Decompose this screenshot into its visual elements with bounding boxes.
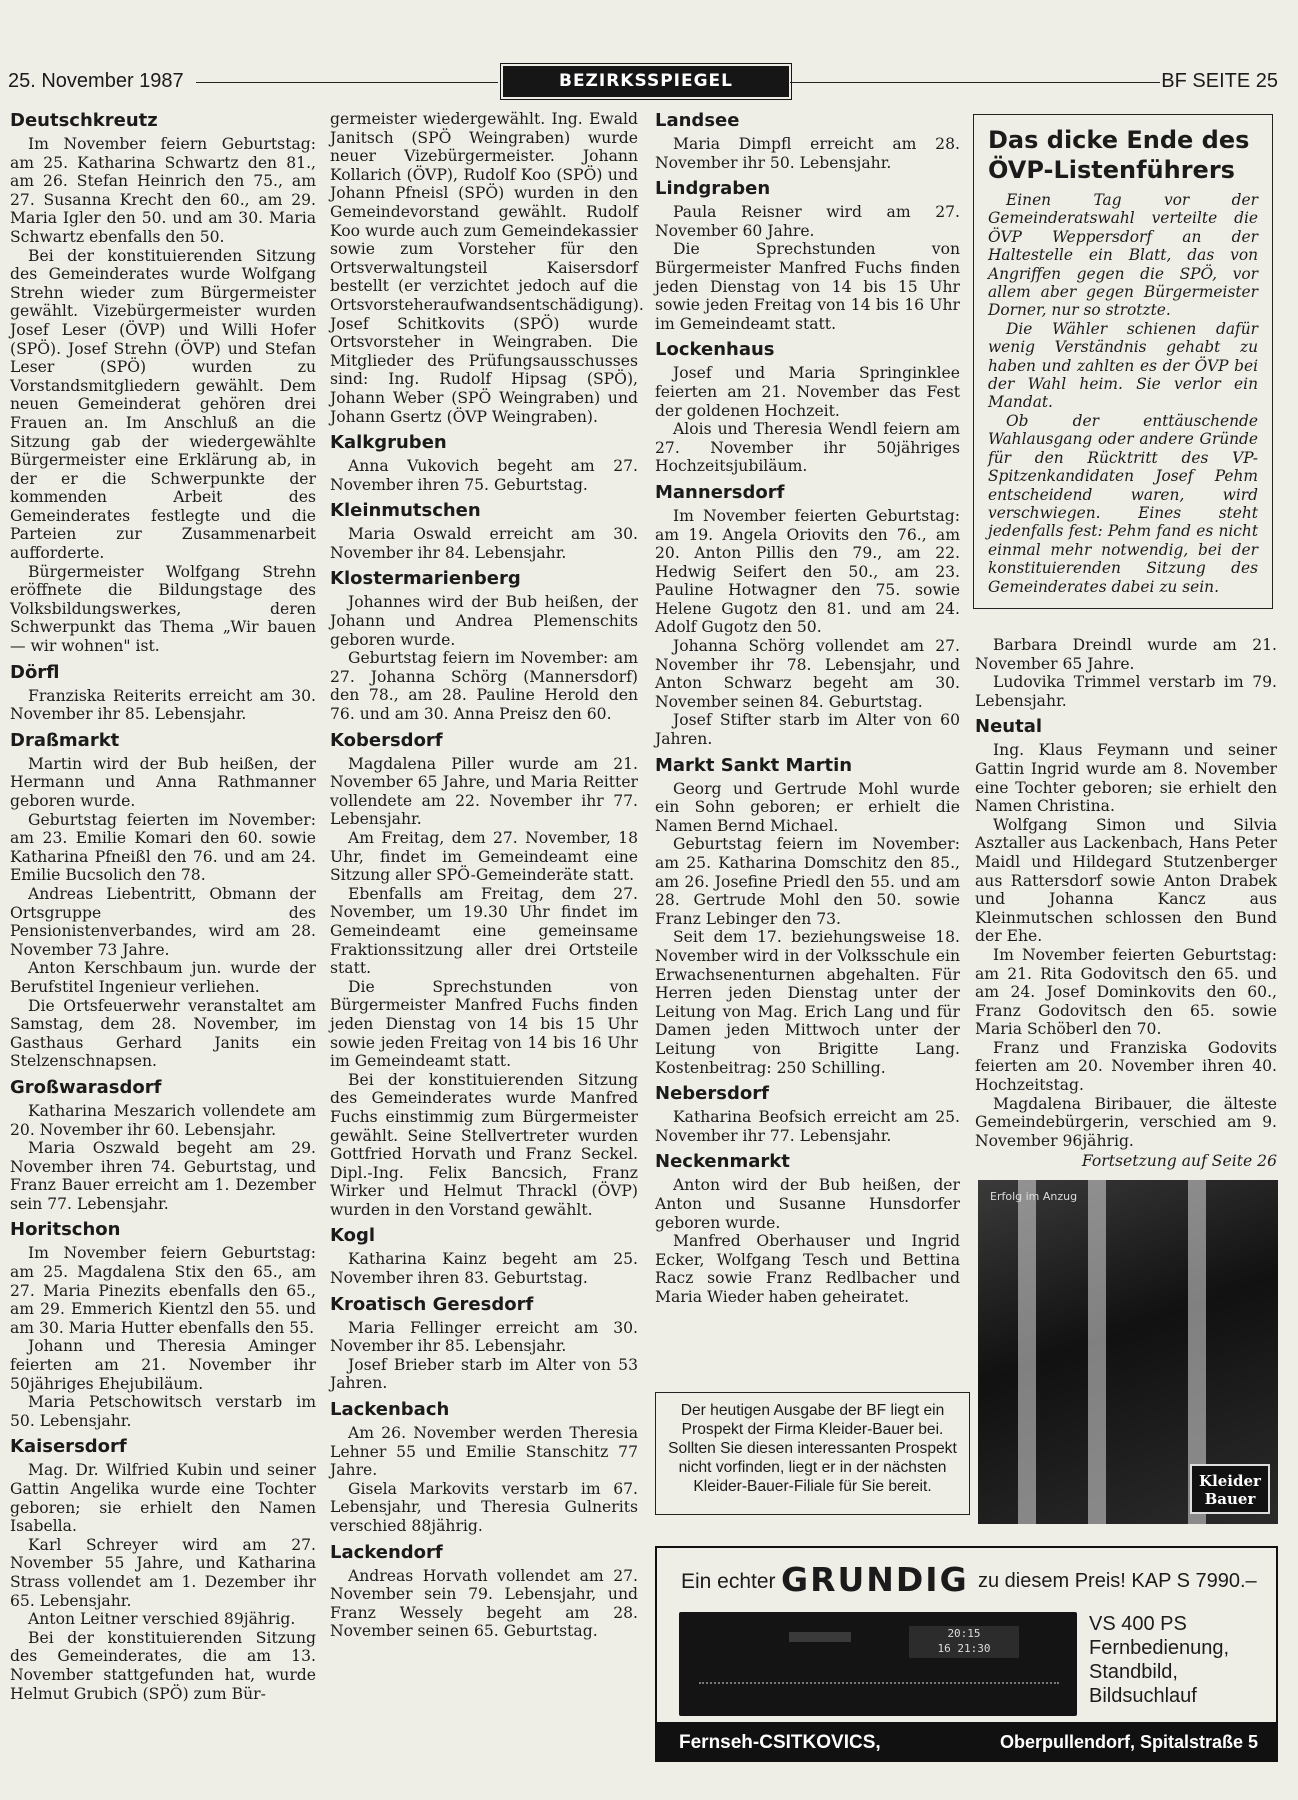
article-paragraph: Johann und Theresia Aminger feierten am 21. November ihr 50jähriges Ehejubiläum. (10, 1337, 316, 1393)
place-heading: Horitschon (10, 1219, 121, 1241)
article-paragraph: Martin wird der Bub heißen, der Hermann und Anna Rathmanner geboren wurde. (10, 754, 316, 810)
article-paragraph: Josef Stifter starb im Alter von 60 Jahren. (655, 711, 960, 749)
article-paragraph: Geburtstag feiern im November: am 25. Katharina Domschitz den 85., am 26. Josefine Priedl den 55. und am 28. Gertrude Mohl den 50. sowie Franz Lebinger den 73. (655, 835, 960, 928)
dealer-name: Fernseh-CSITKOVICS, (679, 1732, 881, 1753)
article-paragraph: Bei der konstituierenden Sitzung des Gemeinderates wurde Wolfgang Strehn wieder zum Bürgermeister gewählt. Vizebürgermeister wurden Josef Leser (ÖVP) und Willi Hofer (SPÖ). Josef Strehn (ÖVP) und Stefan Leser (SPÖ) wurden zu Vorstandsmitgliedern gewählt. Dem neuen Gemeinderat gehören drei Frauen an. Im Anschluß an die Sitzung gab der wiedergewählte Bürgermeister eine Erklärung ab, in der er die Schwerpunkte der kommenden Arbeit des Gemeinderates festlegte und die Parteien zur Zusammenarbeit aufforderte. (10, 246, 316, 563)
vcr-display: 20:15 16 21:30 (909, 1626, 1019, 1658)
article-paragraph: Josef und Maria Springinklee feierten am 21. November das Fest der goldenen Hochzeit. (655, 364, 960, 420)
article-paragraph: Im November feiern Geburtstag: am 25. Magdalena Stix den 65., am 27. Maria Pinezits ebenfalls den 65., am 29. Emmerich Kientzl den 55. und am 30. Maria Hutter ebenfalls den 55. (10, 1244, 316, 1337)
insert-notice: Der heutigen Ausgabe der BF liegt ein Prospekt der Firma Kleider-Bauer bei. Sollten Sie diesen interessanten Prospekt nicht vorfinden, liegt er in der nächsten Kleider-Bauer-Filiale für Sie bereit. (655, 1392, 970, 1515)
grundig-logo: GRUNDIG (781, 1560, 969, 1599)
article-paragraph: Andreas Horvath vollendet am 27. November sein 79. Lebensjahr, und Franz Wessely begeht am 28. November seinen 65. Geburtstag. (330, 1566, 638, 1641)
place-heading: Kroatisch Geresdorf (330, 1293, 534, 1315)
article-paragraph: Bürgermeister Wolfgang Strehn eröffnete die Bildungstage des Volksbildungswerkes, deren Schwerpunkt das Thema „Wir bauen — wir wohnen" ist. (10, 562, 316, 656)
commentary-paragraph: Einen Tag vor der Gemeinderatswahl verteilte die ÖVP Weppersdorf an der Haltestelle ein Blatt, das von Angriffen gegen die SPÖ, vor allem aber gegen Bürgermeister Dorner, nur so strotzte. (988, 191, 1258, 320)
commentary-paragraph: Ob der enttäuschende Wahlausgang oder andere Gründe für den Rücktritt des VP-Spitzenkandidaten Josef Pehm entscheidend waren, wird verschwiegen. Eines steht jedenfalls fest: Pehm fand es nicht einmal mehr notwendig, bei der konstituierenden Sitzung des Gemeinderates dabei zu sein. (988, 411, 1258, 596)
article-paragraph: Paula Reisner wird am 27. November 60 Jahre. (655, 203, 960, 240)
header-rule-right (790, 82, 1160, 83)
place-heading: Mannersdorf (655, 481, 785, 503)
grundig-ad (655, 1546, 1278, 1762)
article-paragraph: Maria Fellinger erreicht am 30. November ihr 85. Lebensjahr. (330, 1318, 638, 1356)
article-paragraph: Johannes wird der Bub heißen, der Johann und Andrea Plemenschits geboren wurde. (330, 593, 638, 649)
article-paragraph: Gisela Markovits verstarb im 67. Lebensjahr, und Theresia Gulnerits verschied 88jährig. (330, 1479, 638, 1535)
article-paragraph: Am 26. November werden Theresia Lehner 55 und Emilie Stanschitz 77 Jahre. (330, 1424, 638, 1480)
article-paragraph: Katharina Beofsich erreicht am 25. November ihr 77. Lebensjahr. (655, 1108, 960, 1145)
issue-date: 25. November 1987 (8, 70, 184, 92)
place-heading: Klostermarienberg (330, 568, 521, 590)
spec-line: VS 400 PS (1089, 1613, 1187, 1635)
article-paragraph: Am Freitag, dem 27. November, 18 Uhr, findet im Gemeindeamt eine Sitzung aller SPÖ-Gemeinderäte statt. (330, 829, 638, 885)
article-paragraph: Die Sprechstunden von Bürgermeister Manfred Fuchs finden jeden Dienstag von 14 bis 15 Uhr sowie jeden Freitag von 14 bis 16 Uhr im Gemeindeamt statt. (330, 977, 638, 1071)
article-paragraph: Franziska Reiterits erreicht am 30. November ihr 85. Lebensjahr. (10, 686, 316, 724)
article-paragraph: Alois und Theresia Wendl feiern am 27. November ihr 50jähriges Hochzeitsjubiläum. (655, 420, 960, 476)
column-3 (655, 110, 960, 1306)
page-number: BF SEITE 25 (1161, 70, 1278, 92)
article-paragraph: Anton Leitner verschied 89jährig. (28, 1610, 296, 1629)
column-2 (330, 110, 644, 1641)
article-paragraph: Geburtstag feierten im November: am 23. Emilie Komari den 60. sowie Katharina Pfneißl den 76. und am 24. Emilie Bucsolich den 78. (10, 810, 316, 885)
place-heading: Neutal (975, 716, 1043, 738)
article-paragraph: Maria Petschowitsch verstarb im 50. Lebensjahr. (10, 1393, 316, 1430)
place-heading: Kobersdorf (330, 729, 443, 751)
article-paragraph: Im November feierten Geburtstag: am 21. Rita Godovitsch den 65. und am 24. Josef Dominkovits den 60., Franz Godovitsch den 65. sowie Maria Schöberl den 70. (975, 945, 1277, 1039)
article-paragraph: Maria Oswald erreicht am 30. November ihr 84. Lebensjahr. (330, 525, 638, 562)
article-paragraph: Ing. Klaus Feymann und seiner Gattin Ingrid wurde am 8. November eine Tochter geboren; sie erhielt den Namen Christina. (975, 741, 1277, 816)
article-paragraph: Andreas Liebentritt, Obmann der Ortsgruppe des Pensionistenverbandes, wird am 28. November 73 Jahre. (10, 884, 316, 959)
article-paragraph: Anton Kerschbaum jun. wurde der Berufstitel Ingenieur verliehen. (10, 959, 316, 996)
place-heading: Kogl (330, 1225, 376, 1247)
kleider-bauer-logo: Kleider Bauer (1190, 1464, 1270, 1514)
header-rule-left (196, 82, 498, 83)
article-paragraph: Ludovika Trimmel verstarb im 79. Lebensjahr. (975, 673, 1277, 710)
article-paragraph: Magdalena Piller wurde am 21. November 65 Jahre, und Maria Reitter vollendete am 22. November ihr 77. Lebensjahr. (330, 754, 638, 829)
spec-line: Standbild, (1089, 1661, 1178, 1683)
section-title: BEZIRKSSPIEGEL (503, 66, 789, 97)
article-paragraph: Katharina Meszarich vollendete am 20. November ihr 60. Lebensjahr. (10, 1101, 316, 1139)
article-paragraph: Im November feierten Geburtstag: am 19. Angela Oriovits den 76., am 20. Anton Pillis den 79., am 22. Hedwig Seifert den 50., am 23. Pauline Hotwagner den 75. sowie Helene Gugotz den 81. und am 24. Adolf Gugotz den 50. (655, 506, 960, 637)
dealer-address: Oberpullendorf, Spitalstraße 5 (999, 1732, 1258, 1752)
article-paragraph: Anna Vukovich begeht am 27. November ihren 75. Geburtstag. (330, 457, 638, 494)
article-paragraph: Johanna Schörg vollendet am 27. November ihr 78. Lebensjahr, und Anton Schwarz begeht am 30. November seinen 84. Geburtstag. (655, 637, 960, 711)
article-paragraph: Geburtstag feiern im November: am 27. Johanna Schörg (Mannersdorf) den 78., am 28. Pauline Herold den 76. und am 30. Anna Preisz den 60. (330, 649, 638, 724)
place-heading: Dörfl (10, 661, 60, 683)
article-paragraph: Ebenfalls am Freitag, dem 27. November, um 19.30 Uhr findet im Gemeindeamt eine gemeinsame Fraktionssitzung aller drei Ortsteile statt. (330, 884, 638, 978)
article-paragraph: Bei der konstituierenden Sitzung des Gemeinderates, die am 13. November stattgefunden hat, wurde Helmut Grubich (SPÖ) zum Bür- (10, 1628, 316, 1703)
article-paragraph: Franz und Franziska Godovits feierten am 20. November ihren 40. Hochzeitstag. (975, 1038, 1277, 1095)
commentary-box (973, 114, 1273, 609)
place-heading: Markt Sankt Martin (655, 754, 853, 776)
article-paragraph: Georg und Gertrude Mohl wurde ein Sohn geboren; er erhielt die Namen Bernd Michael. (655, 779, 960, 835)
article-paragraph: Maria Dimpfl erreicht am 28. November ihr 50. Lebensjahr. (655, 135, 960, 172)
place-heading: Kaisersdorf (10, 1436, 127, 1458)
kleider-bauer-ad (978, 1180, 1278, 1524)
place-heading: Lindgraben (655, 178, 771, 200)
place-heading: Lackenbach (330, 1399, 450, 1421)
article-paragraph: Die Sprechstunden von Bürgermeister Manfred Fuchs finden jeden Dienstag von 14 bis 15 Uhr sowie jeden Freitag von 14 bis 16 Uhr im Gemeindeamt statt. (655, 240, 960, 333)
article-paragraph: Bei der konstituierenden Sitzung des Gemeinderates wurde Manfred Fuchs einstimmig zum Bürgermeister gewählt. Seine Stellvertreter wurden Gottfried Horvath und Franz Seckel. Dipl.-Ing. Felix Bancsich, Franz Wirker und Helmut Thrackl (ÖVP) wurden in den Vorstand gewählt. (330, 1070, 638, 1219)
spec-line: Bildsuchlauf (1089, 1685, 1197, 1707)
column-1 (10, 110, 316, 1703)
place-heading: Neckenmarkt (655, 1151, 790, 1173)
article-paragraph: Maria Oszwald begeht am 29. November ihren 74. Geburtstag, und Franz Bauer erreicht am 1. Dezember sein 77. Lebensjahr. (10, 1139, 316, 1213)
place-heading: Großwarasdorf (10, 1076, 162, 1098)
article-paragraph: Die Ortsfeuerwehr veranstaltet am Samstag, dem 28. November, im Gasthaus Gerhard Janits ein Stelzenschnapsen. (10, 996, 316, 1071)
place-heading: Kleinmutschen (330, 500, 481, 522)
article-paragraph: Im November feiern Geburtstag: am 25. Katharina Schwartz den 81., am 26. Stefan Heinrich den 75., am 27. Susanna Krecht den 60., am 29. Maria Igler den 50. und am 30. Maria Schwartz ebenfalls den 50. (10, 135, 316, 246)
place-heading: Draßmarkt (10, 729, 120, 751)
place-heading: Landsee (655, 110, 740, 131)
article-paragraph: germeister wiedergewählt. Ing. Ewald Janitsch (SPÖ Weingraben) wurde neuer Vizebürgermeister. Johann Kollarich (ÖVP), Rudolf Koo (SPÖ) und Johann Pfneisl (SPÖ) wurden in den Gemeindevorstand gewählt. Rudolf Koo wurde auch zum Gemeindekassier sowie zum Vorsteher für den Ortsverwaltungsteil Kaisersdorf bestellt (er verzichtet jedoch auf die Ortsvorsteheraufwandsentschädigung). Josef Schitkovits (SPÖ) wurde Ortsvorsteher in Weingraben. Die Mitglieder des Prüfungsausschusses sind: Ing. Rudolf Hipsag (SPÖ), Johann Weber (SPÖ Weingraben) und Johann Gsertz (ÖVP Weingraben). (330, 110, 644, 426)
continued-note: Fortsetzung auf Seite 26 (1081, 1152, 1277, 1171)
place-heading: Lackendorf (330, 1541, 443, 1563)
commentary-title: Das dicke Ende des ÖVP-Listenführers (988, 126, 1250, 184)
place-heading: Deutschkreutz (10, 110, 158, 131)
dealer-footer (657, 1722, 1276, 1760)
page-header (8, 66, 1278, 94)
spec-line: Fernbedienung, (1089, 1637, 1230, 1659)
article-paragraph: Karl Schreyer wird am 27. November 55 Jahre, und Katharina Strass vollendet am 1. Dezember ihr 65. Lebensjahr. (10, 1535, 316, 1610)
article-paragraph: Magdalena Biribauer, die älteste Gemeindebürgerin, verschied am 9. November 96jährig. (975, 1094, 1277, 1150)
article-paragraph: Katharina Kainz begeht am 25. November ihren 83. Geburtstag. (330, 1250, 638, 1288)
ad-tagline: Erfolg im Anzug (990, 1190, 1078, 1203)
article-paragraph: Anton wird der Bub heißen, der Anton und Susanne Hunsdorfer geboren wurde. (655, 1176, 960, 1232)
article-paragraph: Manfred Oberhauser und Ingrid Ecker, Wolfgang Tesch und Bettina Racz sowie Franz Redlbacher und Maria Wieder haben geheiratet. (655, 1232, 960, 1306)
article-paragraph: Josef Brieber starb im Alter von 53 Jahren. (330, 1355, 638, 1393)
commentary-paragraph: Die Wähler schienen dafür wenig Verständnis gehabt zu haben und zahlten es der ÖVP bei der Wahl heim. Sie verlor ein Mandat. (988, 319, 1258, 412)
article-paragraph: Wolfgang Simon und Silvia Asztaller aus Lackenbach, Hans Peter Maidl und Hildegard Stutzenberger aus Rattersdorf sowie Anton Drabek und Johanna Kancz aus Kleinmutschen schlossen den Bund der Ehe. (975, 815, 1277, 946)
article-paragraph: Seit dem 17. beziehungsweise 18. November wird in der Volksschule ein Erwachsenenturnen abgehalten. Für Herren jeden Dienstag unter der Leitung von Mag. Erich Lang und für Damen jeden Mittwoch unter der Leitung von Brigitte Lang. Kostenbeitrag: 250 Schilling. (655, 928, 960, 1077)
place-heading: Lockenhaus (655, 339, 775, 361)
place-heading: Kalkgruben (330, 432, 447, 454)
vcr-specs (1089, 1612, 1269, 1708)
grundig-headline: Ein echter GRUNDIG zu diesem Preis! KAP S 7990.– (681, 1560, 1257, 1599)
article-paragraph: Mag. Dr. Wilfried Kubin und seiner Gattin Angelika wurde eine Tochter geboren; sie erhielt den Namen Isabella. (10, 1461, 316, 1536)
vcr-image (679, 1612, 1077, 1716)
column-4 (975, 636, 1277, 1171)
commentary-body (988, 191, 1258, 596)
article-paragraph: Barbara Dreindl wurde am 21. November 65 Jahre. (975, 636, 1277, 673)
place-heading: Nebersdorf (655, 1083, 769, 1105)
